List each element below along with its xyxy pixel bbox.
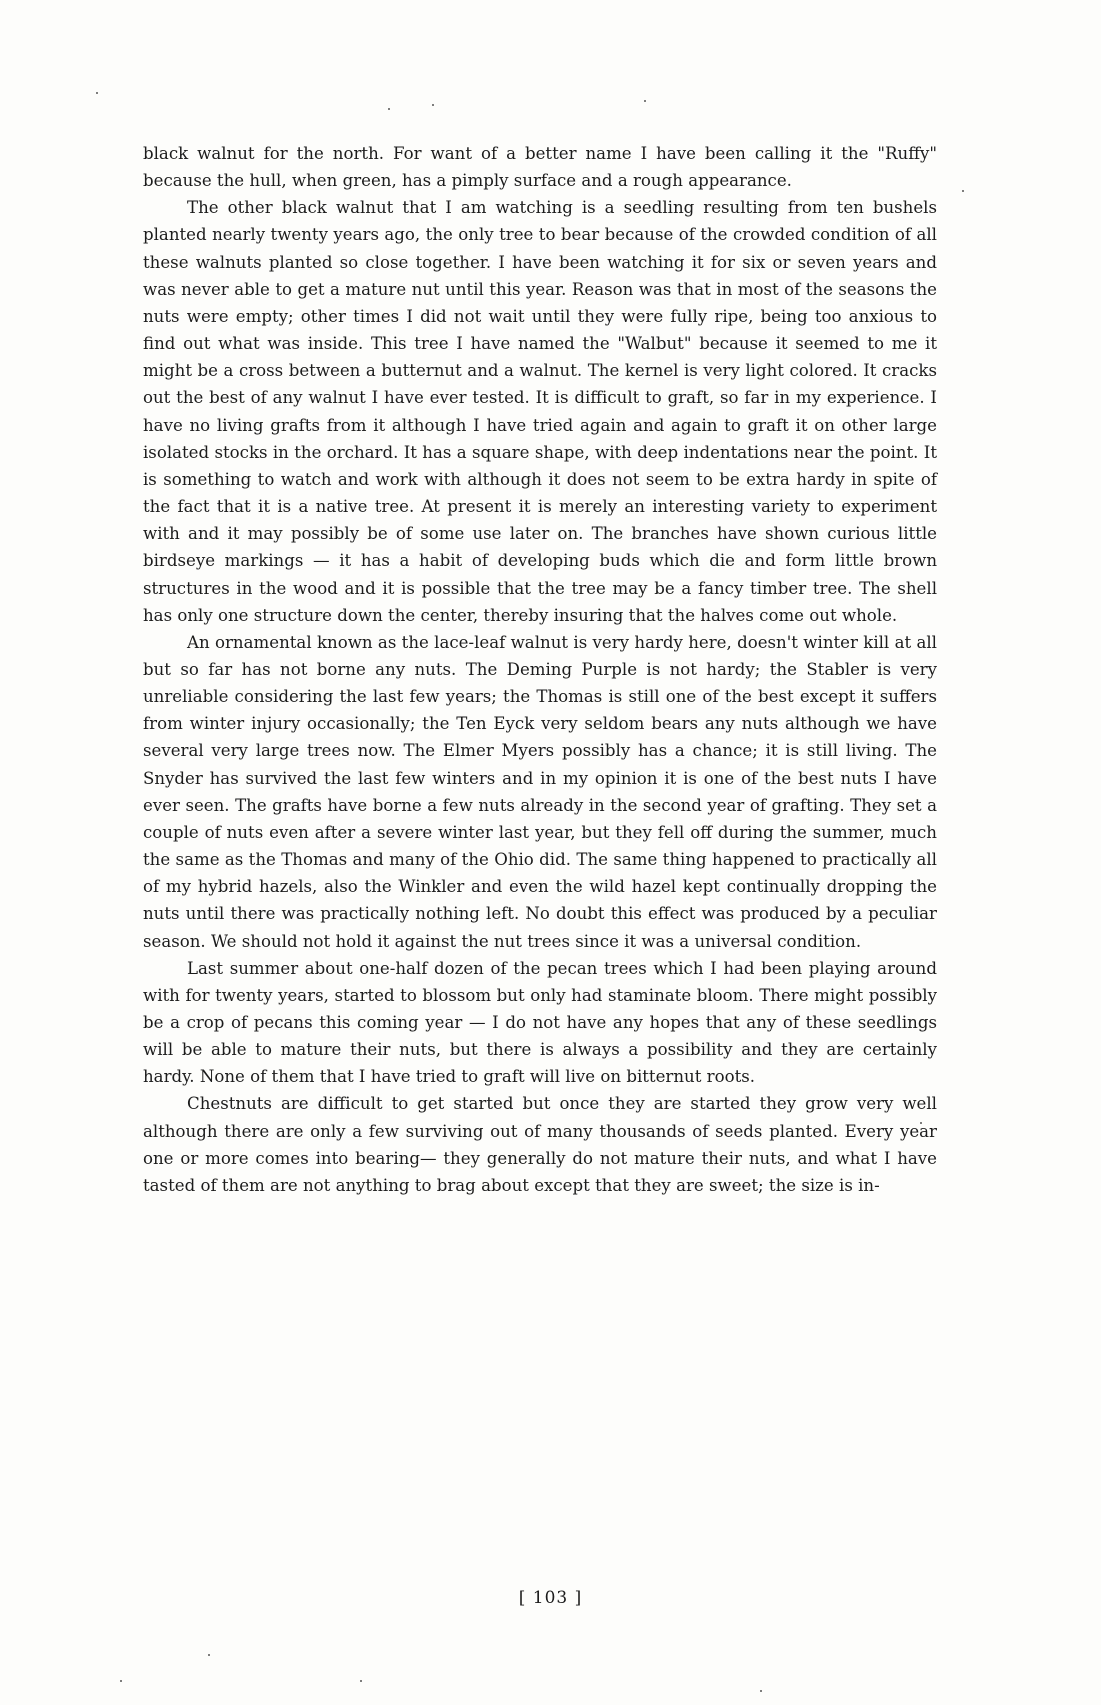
scan-speck bbox=[962, 190, 964, 192]
paragraph-walbut: The other black walnut that I am watching is a seedling resulting from ten bushels planted nearly twenty years ago, the only tree to bear because of the crowded condition of all these walnuts planted so close together. I have been watching it for six or seven years and was never able to get a mature nut until this year. Reason was that in most of the seasons the nuts were empty; other times I did not wait until they were fully ripe, being too anxious to find out what was inside. This tree I have named the "Walbut" because it seemed to me it might be a cross between a butternut and a walnut. The kernel is very light colored. It cracks out the best of any walnut I have ever tested. It is difficult to graft, so far in my experience. I have no living grafts from it although I have tried again and again to graft it on other large isolated stocks in the orchard. It has a square shape, with deep indentations near the point. It is something to watch and work with although it does not seem to be extra hardy in spite of the fact that it is a native tree. At present it is merely an interesting variety to experiment with and it may possibly be of some use later on. The branches have shown curious little birdseye markings — it has a habit of developing buds which die and form little brown structures in the wood and it is possible that the tree may be a fancy timber tree. The shell has only one structure down the center, thereby insuring that the halves come out whole. bbox=[143, 198, 937, 625]
scan-speck bbox=[432, 104, 434, 106]
paragraph-ornamental-walnuts: An ornamental known as the lace-leaf walnut is very hardy here, doesn't winter kill at all but so far has not borne any nuts. The Deming Purple is not hardy; the Stabler is very unreliable considering the last few years; the Thomas is still one of the best except it suffers from winter injury occasionally; the Ten Eyck very seldom bears any nuts although we have several very large trees now. The Elmer Myers possibly has a chance; it is still living. The Snyder has survived the last few winters and in my opinion it is one of the best nuts I have ever seen. The grafts have borne a few nuts already in the second year of grafting. They set a couple of nuts even after a severe winter last year, but they fell off during the summer, much the same as the Thomas and many of the Ohio did. The same thing happened to practically all of my hybrid hazels, also the Winkler and even the wild hazel kept continually dropping the nuts until there was practically nothing left. No doubt this effect was produced by a peculiar season. We should not hold it against the nut trees since it was a universal condition. bbox=[143, 632, 937, 951]
paragraph-chestnuts: Chestnuts are difficult to get started but once they are started they grow very well although there are only a few surviving out of many thousands of seeds planted. Every year one or more comes into bearing— they generally do not mature their nuts, and what I have tasted of them are not anything to brag about except that they are sweet; the size is in- bbox=[143, 1094, 937, 1195]
paragraph-pecans: Last summer about one-half dozen of the pecan trees which I had been playing around with for twenty years, started to blossom but only had staminate bloom. There might possibly be a crop of pecans this coming year — I do not have any hopes that any of these seedlings will be able to mature their nuts, but there is always a possibility and they are certainly hardy. None of them that I have tried to graft will live on bitternut roots. bbox=[143, 958, 937, 1087]
scan-speck bbox=[644, 100, 646, 102]
scan-speck bbox=[388, 108, 390, 110]
scan-speck bbox=[96, 92, 98, 94]
scan-speck bbox=[120, 1680, 122, 1682]
paragraph-ruffy-continuation: black walnut for the north. For want of a better name I have been calling it the "Ruffy" because the hull, when green, has a pimply surface and a rough appearance. bbox=[143, 144, 937, 191]
scan-speck bbox=[760, 1690, 762, 1692]
scan-speck bbox=[360, 1680, 362, 1682]
page-number: [ 103 ] bbox=[518, 1588, 583, 1608]
body-text bbox=[143, 140, 937, 1199]
scan-speck bbox=[208, 1654, 210, 1656]
